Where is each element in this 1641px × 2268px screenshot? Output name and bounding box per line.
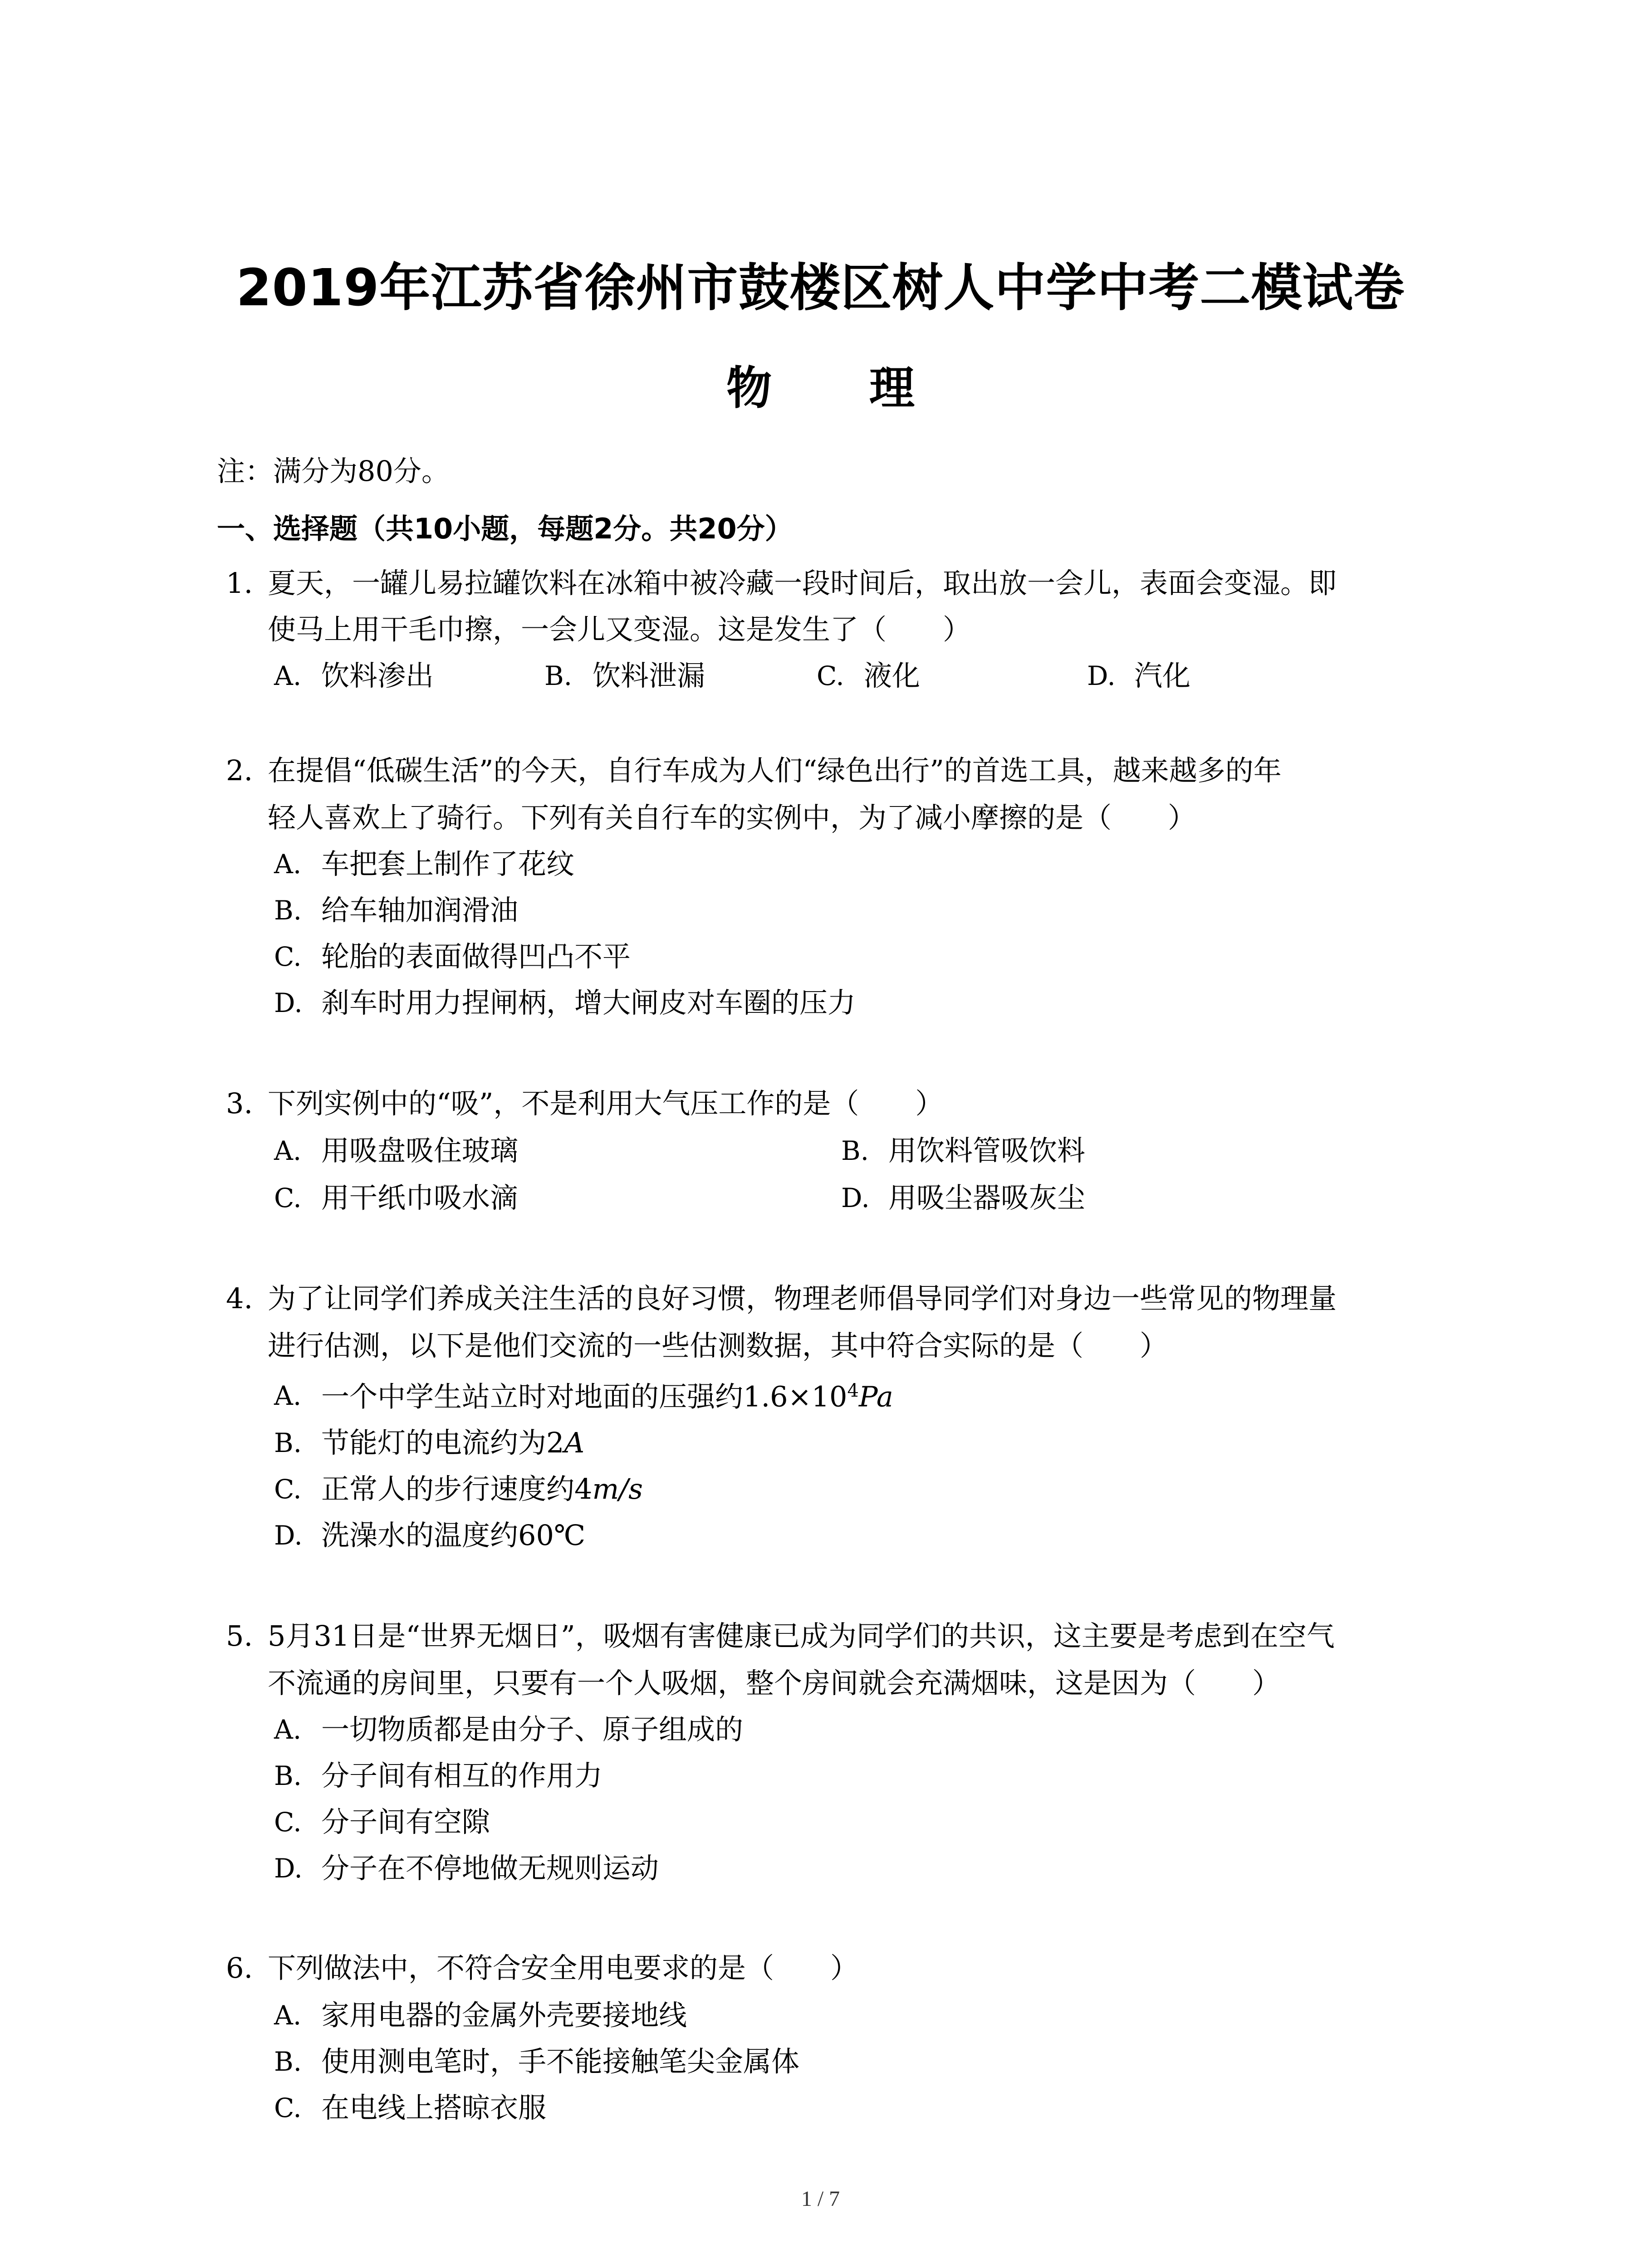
option-letter: D. — [274, 1853, 303, 1884]
option-text: 在电线上搭晾衣服 — [321, 2091, 547, 2124]
option-unit: m/s — [592, 1472, 643, 1505]
option-letter: B. — [544, 660, 573, 691]
question-text-line: 下列做法中，不符合安全用电要求的是（ ） — [268, 1951, 859, 1984]
option-letter: B. — [841, 1135, 869, 1166]
option-letter: D. — [274, 987, 303, 1018]
option-letter: A. — [274, 2000, 302, 2031]
option-text-body: 一个中学生站立时对地面的压强约 — [321, 1380, 744, 1413]
question-text-line: 不流通的房间里，只要有一个人吸烟，整个房间就会充满烟味，这是因为（ ） — [268, 1667, 1281, 1700]
option-letter: B. — [274, 2046, 302, 2077]
subject-title: 物 理 — [726, 362, 955, 415]
option-text: 车把套上制作了花纹 — [321, 847, 575, 880]
option-letter: A. — [274, 1135, 302, 1166]
option-letter: D. — [1087, 660, 1116, 691]
question-number: 4. — [226, 1282, 253, 1315]
option-text: 给车轴加润滑油 — [321, 894, 519, 927]
option-letter: C. — [274, 2092, 302, 2123]
question-text-line: 夏天，一罐儿易拉罐饮料在冰箱中被冷藏一段时间后，取出放一会儿，表面会变湿。即 — [268, 567, 1337, 600]
option-letter: C. — [274, 1474, 302, 1505]
option-unit: A — [564, 1426, 585, 1459]
option-text — [321, 1472, 643, 1505]
option-letter: C. — [817, 660, 844, 691]
option-text: 用吸尘器吸灰尘 — [888, 1181, 1086, 1214]
question-text-line: 使马上用干毛巾擦，一会儿又变湿。这是发生了（ ） — [268, 613, 971, 646]
option-math: 2 — [546, 1426, 564, 1459]
option-text: 汽化 — [1134, 659, 1191, 692]
option-math: 60℃ — [518, 1519, 586, 1552]
option-letter: C. — [274, 1807, 302, 1838]
page-number: 1 / 7 — [801, 2187, 840, 2211]
option-text: 一切物质都是由分子、原子组成的 — [321, 1713, 744, 1746]
question-text-line: 下列实例中的“吸”，不是利用大气压工作的是（ ） — [268, 1087, 944, 1120]
option-text: 轮胎的表面做得凹凸不平 — [321, 940, 631, 973]
option-text: 饮料渗出 — [321, 659, 434, 692]
question-text-line: 5月31日是“世界无烟日”，吸烟有害健康已成为同学们的共识，这主要是考虑到在空气 — [268, 1619, 1335, 1652]
option-text: 用干纸巾吸水滴 — [321, 1181, 519, 1214]
question-number: 6. — [226, 1951, 253, 1984]
option-text-body: 正常人的步行速度约 — [321, 1472, 575, 1505]
option-letter: A. — [274, 849, 302, 880]
question-text-line: 为了让同学们养成关注生活的良好习惯，物理老师倡导同学们对身边一些常见的物理量 — [268, 1282, 1337, 1315]
question-number: 3. — [226, 1087, 253, 1120]
page-title: 2019年江苏省徐州市鼓楼区树人中学中考二模试卷 — [236, 259, 1405, 318]
option-letter: A. — [274, 660, 302, 691]
option-text: 家用电器的金属外壳要接地线 — [321, 1999, 687, 2032]
option-math-exponent: 4 — [847, 1380, 859, 1401]
option-letter: C. — [274, 941, 302, 972]
option-math: 4 — [574, 1472, 593, 1505]
option-unit: Pa — [858, 1380, 893, 1413]
question-text-line: 在提倡“低碳生活”的今天，自行车成为人们“绿色出行”的首选工具，越来越多的年 — [268, 754, 1282, 787]
option-text-body: 洗澡水的温度约 — [321, 1519, 519, 1552]
question-text-line: 轻人喜欢上了骑行。下列有关自行车的实例中，为了减小摩擦的是（ ） — [268, 801, 1196, 834]
score-note: 注：满分为80分。 — [217, 455, 450, 488]
option-text: 分子间有空隙 — [321, 1805, 490, 1838]
option-text — [321, 1519, 586, 1552]
question-number: 5. — [226, 1619, 253, 1652]
option-letter: B. — [274, 895, 302, 926]
option-text: 分子间有相互的作用力 — [321, 1759, 603, 1792]
option-text: 用饮料管吸饮料 — [888, 1134, 1086, 1167]
option-letter: A. — [274, 1714, 302, 1745]
question-number: 1. — [226, 567, 253, 600]
option-letter: B. — [274, 1760, 302, 1791]
option-text: 饮料泄漏 — [593, 659, 705, 692]
option-text: 液化 — [864, 659, 921, 692]
question-number: 2. — [226, 754, 253, 787]
section-heading: 一、选择题（共10小题，每题2分。共20分） — [217, 512, 793, 545]
option-text: 用吸盘吸住玻璃 — [321, 1134, 519, 1167]
option-text: 使用测电笔时，手不能接触笔尖金属体 — [321, 2045, 800, 2078]
option-text — [321, 1382, 893, 1411]
option-math: 1.6×10 — [743, 1380, 847, 1413]
question-text-line: 进行估测，以下是他们交流的一些估测数据，其中符合实际的是（ ） — [268, 1329, 1168, 1362]
option-letter: D. — [274, 1520, 303, 1551]
option-text: 刹车时用力捏闸柄，增大闸皮对车圈的压力 — [321, 986, 856, 1019]
option-letter: C. — [274, 1183, 302, 1213]
option-letter: A. — [274, 1380, 302, 1411]
option-letter: D. — [841, 1183, 870, 1213]
option-text: 分子在不停地做无规则运动 — [321, 1852, 659, 1885]
option-letter: B. — [274, 1427, 302, 1458]
option-text — [321, 1426, 585, 1459]
option-text-body: 节能灯的电流约为 — [321, 1426, 547, 1459]
